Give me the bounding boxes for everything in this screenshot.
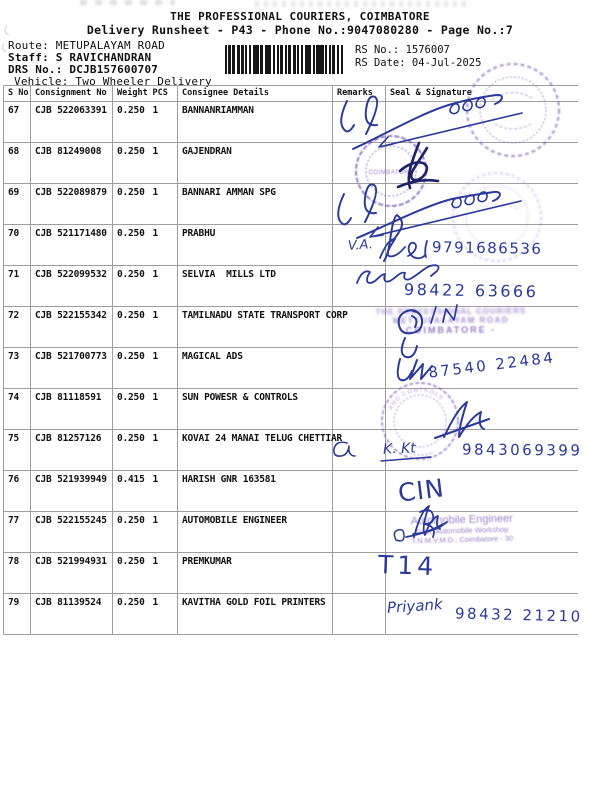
- handwritten-phone-row79: 98432 21210: [454, 604, 583, 626]
- vehicle-label: Vehicle:: [14, 75, 69, 88]
- cell-seal-signature: [386, 307, 578, 348]
- table-row: [4, 184, 578, 225]
- cell-weight: 0.250: [113, 102, 149, 143]
- cell-sno: 70: [4, 225, 31, 266]
- cell-consignee: KAVITHA GOLD FOIL PRINTERS: [178, 594, 333, 635]
- cell-weight: 0.250: [113, 512, 149, 553]
- cell-seal-signature: [386, 512, 578, 553]
- cell-pcs: 1: [149, 512, 178, 553]
- cell-consignee: BANNANRIAMMAN: [178, 102, 333, 143]
- cell-sno: 72: [4, 307, 31, 348]
- vehicle-value: Two Wheeler Delivery: [75, 75, 212, 88]
- cell-consignment-no: CJB 521700773: [31, 348, 113, 389]
- cell-consignment-no: CJB 522155245: [31, 512, 113, 553]
- cell-remarks: [333, 389, 386, 430]
- scan-artifact-top-center: [255, 1, 470, 7]
- rect-stamp-line1: THE PROFESSIONAL COURIERS: [375, 306, 527, 317]
- cell-remarks: [333, 553, 386, 594]
- cell-seal-signature: [386, 389, 578, 430]
- cell-consignee: GAJENDRAN: [178, 143, 333, 184]
- controls-stamp-ring-text: AND CONTROLS: [387, 387, 445, 412]
- cell-seal-signature: [386, 225, 578, 266]
- cell-consignment-no: CJB 522099532: [31, 266, 113, 307]
- handwritten-phone-row71: 98422 63666: [403, 279, 539, 302]
- cell-consignee: TAMILNADU STATE TRANSPORT CORP: [178, 307, 333, 348]
- cell-pcs: 1: [149, 553, 178, 594]
- cell-consignment-no: CJB 81257126: [31, 430, 113, 471]
- col-consignee: Consignee Details: [178, 86, 333, 102]
- rs-no-label: RS No.:: [355, 44, 400, 56]
- cell-seal-signature: [386, 184, 578, 225]
- cell-sno: 79: [4, 594, 31, 635]
- route-value: METUPALAYAM ROAD: [55, 39, 165, 52]
- cell-seal-signature: [386, 348, 578, 389]
- cell-consignee: PREMKUMAR: [178, 553, 333, 594]
- rect-stamp-line2: METTUPALAYAM ROAD: [392, 315, 510, 326]
- cell-sno: 68: [4, 143, 31, 184]
- cell-consignee: MAGICAL ADS: [178, 348, 333, 389]
- cell-consignment-no: CJB 81118591: [31, 389, 113, 430]
- table-row: [4, 471, 578, 512]
- table-row: [4, 594, 578, 635]
- cell-pcs: 1: [149, 348, 178, 389]
- cell-pcs: 1: [149, 102, 178, 143]
- cell-remarks: [333, 225, 386, 266]
- table-row: [4, 102, 578, 143]
- drs-label: DRS No.:: [8, 63, 63, 76]
- cell-sno: 71: [4, 266, 31, 307]
- cell-sno: 73: [4, 348, 31, 389]
- cell-sno: 69: [4, 184, 31, 225]
- cell-pcs: 1: [149, 307, 178, 348]
- col-weight: Weight: [113, 86, 149, 102]
- cell-consignee: AUTOMOBILE ENGINEER: [178, 512, 333, 553]
- auto-stamp-line3: T.N.M.V.M.D., Coimbatore - 30: [411, 533, 514, 546]
- cell-sno: 78: [4, 553, 31, 594]
- cell-consignment-no: CJB 522063391: [31, 102, 113, 143]
- cell-sno: 74: [4, 389, 31, 430]
- cell-consignment-no: CJB 521171480: [31, 225, 113, 266]
- cell-pcs: 1: [149, 471, 178, 512]
- col-seal-signature: Seal & Signature: [386, 86, 578, 102]
- col-sno: S No: [4, 86, 31, 102]
- rect-stamp-line3: COIMBATORE -: [405, 324, 497, 336]
- auto-stamp-line1: Automobile Engineer: [410, 512, 513, 528]
- table-row: [4, 348, 578, 389]
- cell-consignee: KOVAI 24 MANAI TELUG CHETTIAR: [178, 430, 333, 471]
- company-title: THE PROFESSIONAL COURIERS, COIMBATORE: [170, 10, 430, 23]
- table-row: [4, 389, 578, 430]
- cell-consignment-no: CJB 522155342: [31, 307, 113, 348]
- staff-label: Staff:: [8, 51, 49, 64]
- table-row: [4, 512, 578, 553]
- cell-weight: 0.250: [113, 307, 149, 348]
- cell-pcs: 1: [149, 266, 178, 307]
- cell-seal-signature: [386, 143, 578, 184]
- cell-seal-signature: [386, 430, 578, 471]
- cell-consignment-no: CJB 521939949: [31, 471, 113, 512]
- auto-stamp-line2: Govt. Automobile Workshop: [415, 524, 509, 537]
- runsheet-table-body: [4, 102, 578, 635]
- table-row: [4, 307, 578, 348]
- rs-date-label: RS Date:: [355, 57, 406, 69]
- cell-weight: 0.250: [113, 348, 149, 389]
- table-row: [4, 225, 578, 266]
- handwritten-initials-row75: K. Kt: [382, 440, 417, 458]
- cell-consignment-no: CJB 522089879: [31, 184, 113, 225]
- scan-artifact-top-left: [80, 0, 175, 5]
- handwritten-text-row78: T14: [377, 549, 438, 582]
- rs-no-value: 1576007: [405, 44, 450, 56]
- runsheet-table: [3, 85, 578, 635]
- cell-consignment-no: CJB 521994931: [31, 553, 113, 594]
- cell-weight: 0.415: [113, 471, 149, 512]
- cell-weight: 0.250: [113, 553, 149, 594]
- cell-remarks: [333, 143, 386, 184]
- cell-pcs: 1: [149, 225, 178, 266]
- handwritten-name-row79: Priyank: [386, 595, 444, 617]
- cell-consignee: SELVIA MILLS LTD: [178, 266, 333, 307]
- runsheet-subtitle: Delivery Runsheet - P43 - Phone No.:9047080280 - Page No.:7: [86, 23, 514, 37]
- runsheet-barcode: [225, 45, 343, 74]
- cell-seal-signature: [386, 594, 578, 635]
- route-label: Route:: [8, 39, 49, 52]
- cell-pcs: 1: [149, 594, 178, 635]
- table-row: [4, 430, 578, 471]
- handwritten-phone-row75: 9843069399: [461, 440, 583, 460]
- staff-value: S RAVICHANDRAN: [55, 51, 152, 64]
- cell-sno: 75: [4, 430, 31, 471]
- cell-seal-signature: [386, 553, 578, 594]
- cell-remarks: [333, 471, 386, 512]
- cell-weight: 0.250: [113, 225, 149, 266]
- cell-pcs: 1: [149, 184, 178, 225]
- runsheet-table-header: [4, 86, 578, 102]
- cell-pcs: 1: [149, 143, 178, 184]
- cell-sno: 77: [4, 512, 31, 553]
- table-row: [4, 553, 578, 594]
- cell-seal-signature: [386, 102, 578, 143]
- table-row: [4, 266, 578, 307]
- table-row: [4, 143, 578, 184]
- cell-remarks: [333, 184, 386, 225]
- cell-consignment-no: CJB 81139524: [31, 594, 113, 635]
- cell-consignee: SUN POWESR & CONTROLS: [178, 389, 333, 430]
- cell-pcs: 1: [149, 430, 178, 471]
- cell-weight: 0.250: [113, 389, 149, 430]
- handwritten-text-row76: CIN: [396, 473, 447, 508]
- cell-consignment-no: CJB 81249008: [31, 143, 113, 184]
- cell-remarks: [333, 266, 386, 307]
- col-pcs: PCS: [149, 86, 178, 102]
- cell-remarks: [333, 594, 386, 635]
- cell-weight: 0.250: [113, 594, 149, 635]
- cell-consignee: PRABHU: [178, 225, 333, 266]
- cell-seal-signature: [386, 471, 578, 512]
- cell-weight: 0.250: [113, 184, 149, 225]
- cell-seal-signature: [386, 266, 578, 307]
- coimbatore-stamp-text: COIMBATORE: [368, 170, 414, 176]
- cell-sno: 76: [4, 471, 31, 512]
- rs-no-line: [355, 44, 450, 56]
- rs-date-line: [355, 57, 481, 69]
- cell-weight: 0.250: [113, 430, 149, 471]
- cell-weight: 0.250: [113, 143, 149, 184]
- cell-sno: 67: [4, 102, 31, 143]
- cell-consignee: HARISH GNR 163581: [178, 471, 333, 512]
- cell-weight: 0.250: [113, 266, 149, 307]
- rs-date-value: 04-Jul-2025: [411, 57, 482, 69]
- cell-remarks: [333, 102, 386, 143]
- cell-pcs: 1: [149, 389, 178, 430]
- cell-consignee: BANNARI AMMAN SPG: [178, 184, 333, 225]
- col-remarks: Remarks: [333, 86, 386, 102]
- handwritten-phone-row70: 9791686536: [431, 238, 543, 258]
- drs-value: DCJB157600707: [69, 63, 159, 76]
- col-consignment: Consignment No: [31, 86, 113, 102]
- cell-remarks: [333, 348, 386, 389]
- handwritten-phone-row73: 87540 22484: [427, 348, 557, 382]
- cell-remarks: [333, 512, 386, 553]
- handwritten-initials-row70: V.A.: [347, 237, 374, 254]
